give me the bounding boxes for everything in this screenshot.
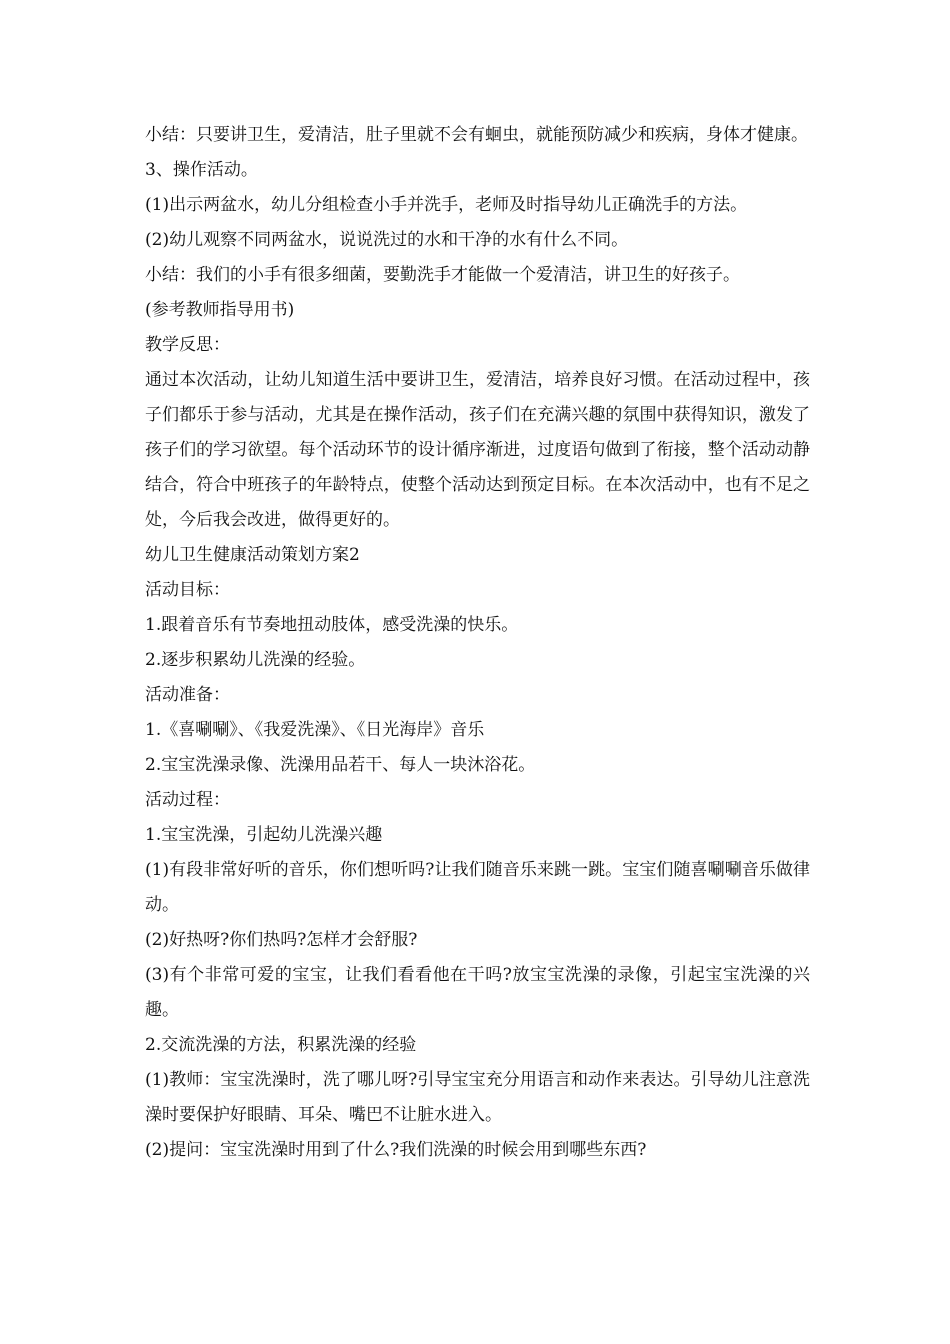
paragraph-step-3-2: (2)幼儿观察不同两盆水，说说洗过的水和干净的水有什么不同。 [145, 230, 629, 250]
paragraph-process-1-3: (3)有个非常可爱的宝宝，让我们看看他在干吗?放宝宝洗澡的录像，引起宝宝洗澡的兴趣。 [145, 965, 810, 1020]
paragraph-summary-hygiene: 小结：只要讲卫生，爱清洁，肚子里就不会有蛔虫，就能预防减少和疾病，身体才健康。 [145, 125, 808, 145]
paragraph-process-1: 1.宝宝洗澡，引起幼儿洗澡兴趣 [145, 825, 383, 845]
paragraph-summary-handwashing: 小结：我们的小手有很多细菌，要勤洗手才能做一个爱清洁，讲卫生的好孩子。 [145, 265, 740, 285]
paragraph-reflection-heading: 教学反思： [145, 335, 230, 355]
paragraph-goals-heading: 活动目标： [145, 580, 230, 600]
paragraph-step-3-1: (1)出示两盆水，幼儿分组检查小手并洗手，老师及时指导幼儿正确洗手的方法。 [145, 195, 748, 215]
paragraph-preparation-2: 2.宝宝洗澡录像、洗澡用品若干、每人一块沐浴花。 [145, 755, 536, 775]
paragraph-goal-1: 1.跟着音乐有节奏地扭动肢体，感受洗澡的快乐。 [145, 615, 519, 635]
paragraph-process-2-2: (2)提问：宝宝洗澡时用到了什么?我们洗澡的时候会用到哪些东西? [145, 1140, 647, 1160]
paragraph-process-1-1: (1)有段非常好听的音乐，你们想听吗?让我们随音乐来跳一跳。宝宝们随喜唰唰音乐做律动。 [145, 860, 810, 915]
document-page [145, 118, 810, 1168]
paragraph-process-2-1: (1)教师：宝宝洗澡时，洗了哪儿呀?引导宝宝充分用语言和动作来表达。引导幼儿注意洗澡时要保护好眼睛、耳朵、嘴巴不让脏水进入。 [145, 1070, 810, 1125]
section-title-plan-2: 幼儿卫生健康活动策划方案2 [145, 545, 360, 565]
paragraph-preparation-heading: 活动准备： [145, 685, 230, 705]
paragraph-preparation-1: 1.《喜唰唰》、《我爱洗澡》、《日光海岸》音乐 [145, 720, 485, 740]
paragraph-process-2: 2.交流洗澡的方法，积累洗澡的经验 [145, 1035, 417, 1055]
paragraph-step-3: 3、操作活动。 [145, 160, 258, 180]
paragraph-process-1-2: (2)好热呀?你们热吗?怎样才会舒服? [145, 930, 418, 950]
paragraph-goal-2: 2.逐步积累幼儿洗澡的经验。 [145, 650, 366, 670]
paragraph-reflection-body: 通过本次活动，让幼儿知道生活中要讲卫生，爱清洁，培养良好习惯。在活动过程中，孩子们都乐于参与活动，尤其是在操作活动，孩子们在充满兴趣的氛围中获得知识，激发了孩子们的学习欲望。每个活动环节的设计循序渐进，过度语句做到了衔接，整个活动动静结合，符合中班孩子的年龄特点，使整个活动达到预定目标。在本次活动中，也有不足之处，今后我会改进，做得更好的。 [145, 370, 810, 530]
paragraph-process-heading: 活动过程： [145, 790, 230, 810]
paragraph-reference: (参考教师指导用书) [145, 300, 295, 320]
